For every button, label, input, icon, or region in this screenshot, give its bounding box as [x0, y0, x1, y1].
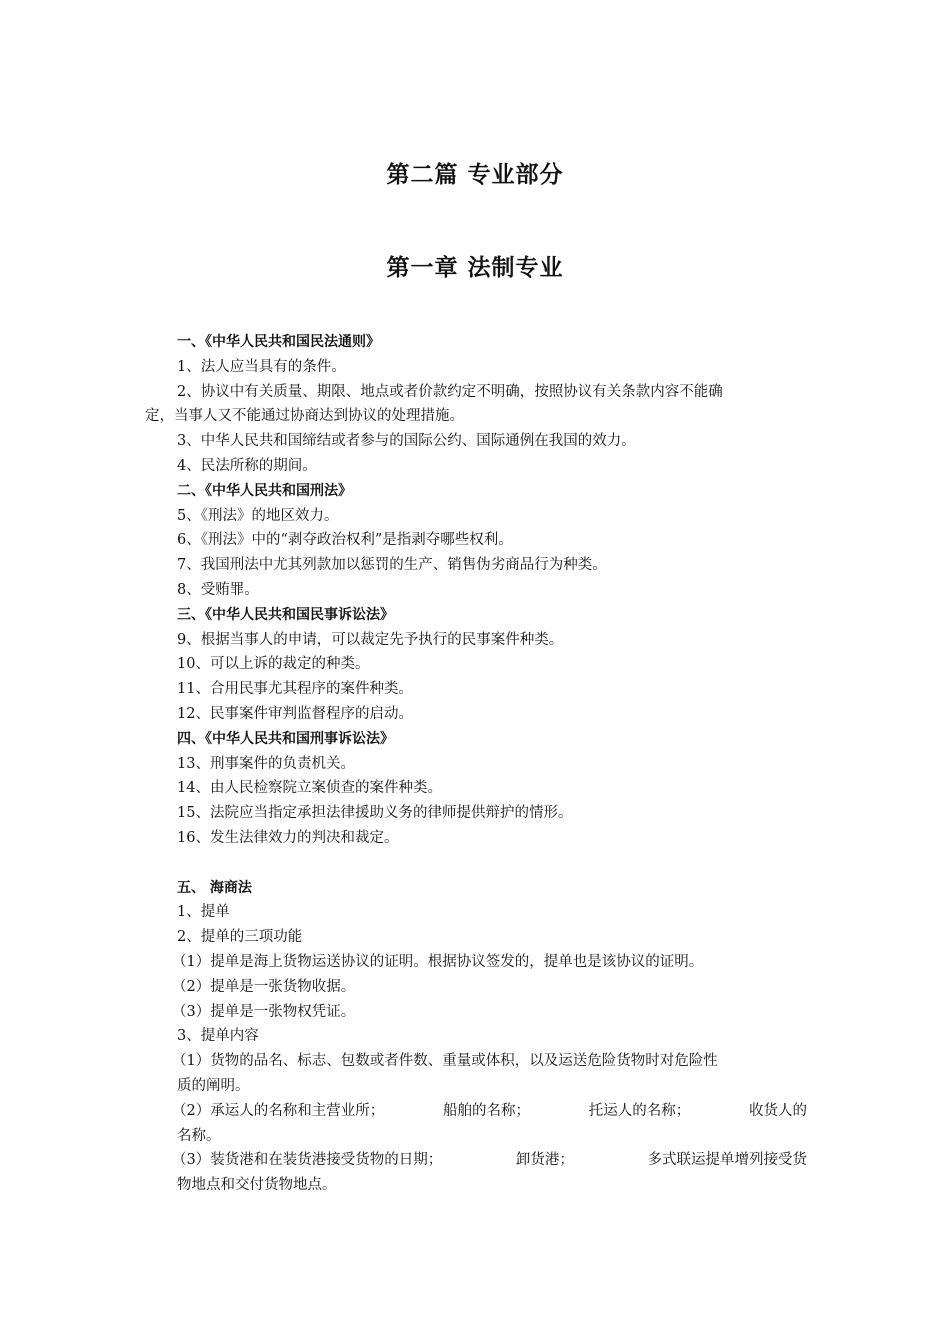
list-item: 15、法院应当指定承担法律援助义务的律师提供辩护的情形。	[177, 805, 573, 822]
sub-item: （1）货物的品名、标志、包数或者件数、重量或体积，以及运送危险货物时对危险性	[172, 1053, 718, 1070]
list-item-continuation: 定，当事人又不能通过协商达到协议的处理措施。	[145, 408, 464, 425]
list-item: 14、由人民检察院立案侦查的案件种类。	[177, 780, 442, 797]
list-item: 4、民法所称的期间。	[177, 457, 317, 474]
tab-cell: （3）装货港和在装货港接受货物的日期；	[172, 1152, 443, 1169]
list-item: 1、提单	[177, 904, 230, 921]
sub-item-continuation: 质的阐明。	[177, 1077, 250, 1094]
list-item: 1、法人应当具有的条件。	[177, 358, 346, 375]
section-heading: 一、《中华人民共和国民法通则》	[177, 334, 380, 350]
list-item: 8、受贿罪。	[177, 581, 259, 598]
list-item: 12、民事案件审判监督程序的启动。	[177, 705, 413, 722]
chapter-title: 第一章 法制专业	[386, 255, 564, 281]
tab-cell: 多式联运提单增列接受货	[647, 1152, 807, 1169]
sub-item: （1）提单是海上货物运送协议的证明。根据协议签发的，提单也是该协议的证明。	[172, 953, 704, 970]
section-heading: 三、《中华人民共和国民事诉讼法》	[177, 606, 394, 623]
section-heading: 二、《中华人民共和国刑法》	[177, 482, 352, 499]
list-item: 9、根据当事人的申请，可以裁定先予执行的民事案件种类。	[177, 631, 564, 648]
list-item: 10、可以上诉的裁定的种类。	[177, 656, 370, 673]
section-heading: 五、 海商法	[177, 879, 252, 896]
list-item: 6、《刑法》中的“剥夺政治权利”是指剥夺哪些权利。	[177, 532, 513, 549]
sub-item-tabbed	[145, 1099, 807, 1124]
list-item: 13、刑事案件的负责机关。	[177, 755, 355, 772]
list-item: 3、中华人民共和国缔结或者参与的国际公约、国际通例在我国的效力。	[177, 433, 636, 450]
tab-cell: 船舶的名称；	[442, 1102, 530, 1119]
sub-item: （2）提单是一张货物收据。	[172, 978, 356, 995]
tab-cell: 卸货港；	[515, 1152, 574, 1169]
part-title: 第二篇 专业部分	[386, 162, 564, 188]
sub-item-continuation: 名称。	[177, 1127, 221, 1144]
list-item: 7、我国刑法中尤其列款加以惩罚的生产、销售伪劣商品行为种类。	[177, 557, 607, 574]
list-item: 16、发生法律效力的判决和裁定。	[177, 829, 399, 846]
tab-cell: 收货人的	[748, 1102, 807, 1119]
tab-cell: （2）承运人的名称和主营业所；	[172, 1102, 385, 1119]
sub-item-tabbed	[145, 1148, 807, 1173]
section-heading: 四、《中华人民共和国刑事诉讼法》	[177, 730, 394, 747]
blank-line	[145, 851, 807, 876]
list-item: 11、合用民事尤其程序的案件种类。	[177, 681, 413, 698]
list-item: 2、协议中有关质量、期限、地点或者价款约定不明确，按照协议有关条款内容不能确	[177, 383, 723, 400]
list-item: 3、提单内容	[177, 1028, 259, 1045]
sub-item-continuation: 物地点和交付货物地点。	[177, 1177, 337, 1194]
document-body	[145, 330, 807, 1198]
list-item: 5、《刑法》的地区效力。	[177, 507, 339, 524]
tab-cell: 托运人的名称；	[588, 1102, 691, 1119]
sub-item: （3）提单是一张物权凭证。	[172, 1003, 356, 1020]
list-item: 2、提单的三项功能	[177, 929, 303, 946]
